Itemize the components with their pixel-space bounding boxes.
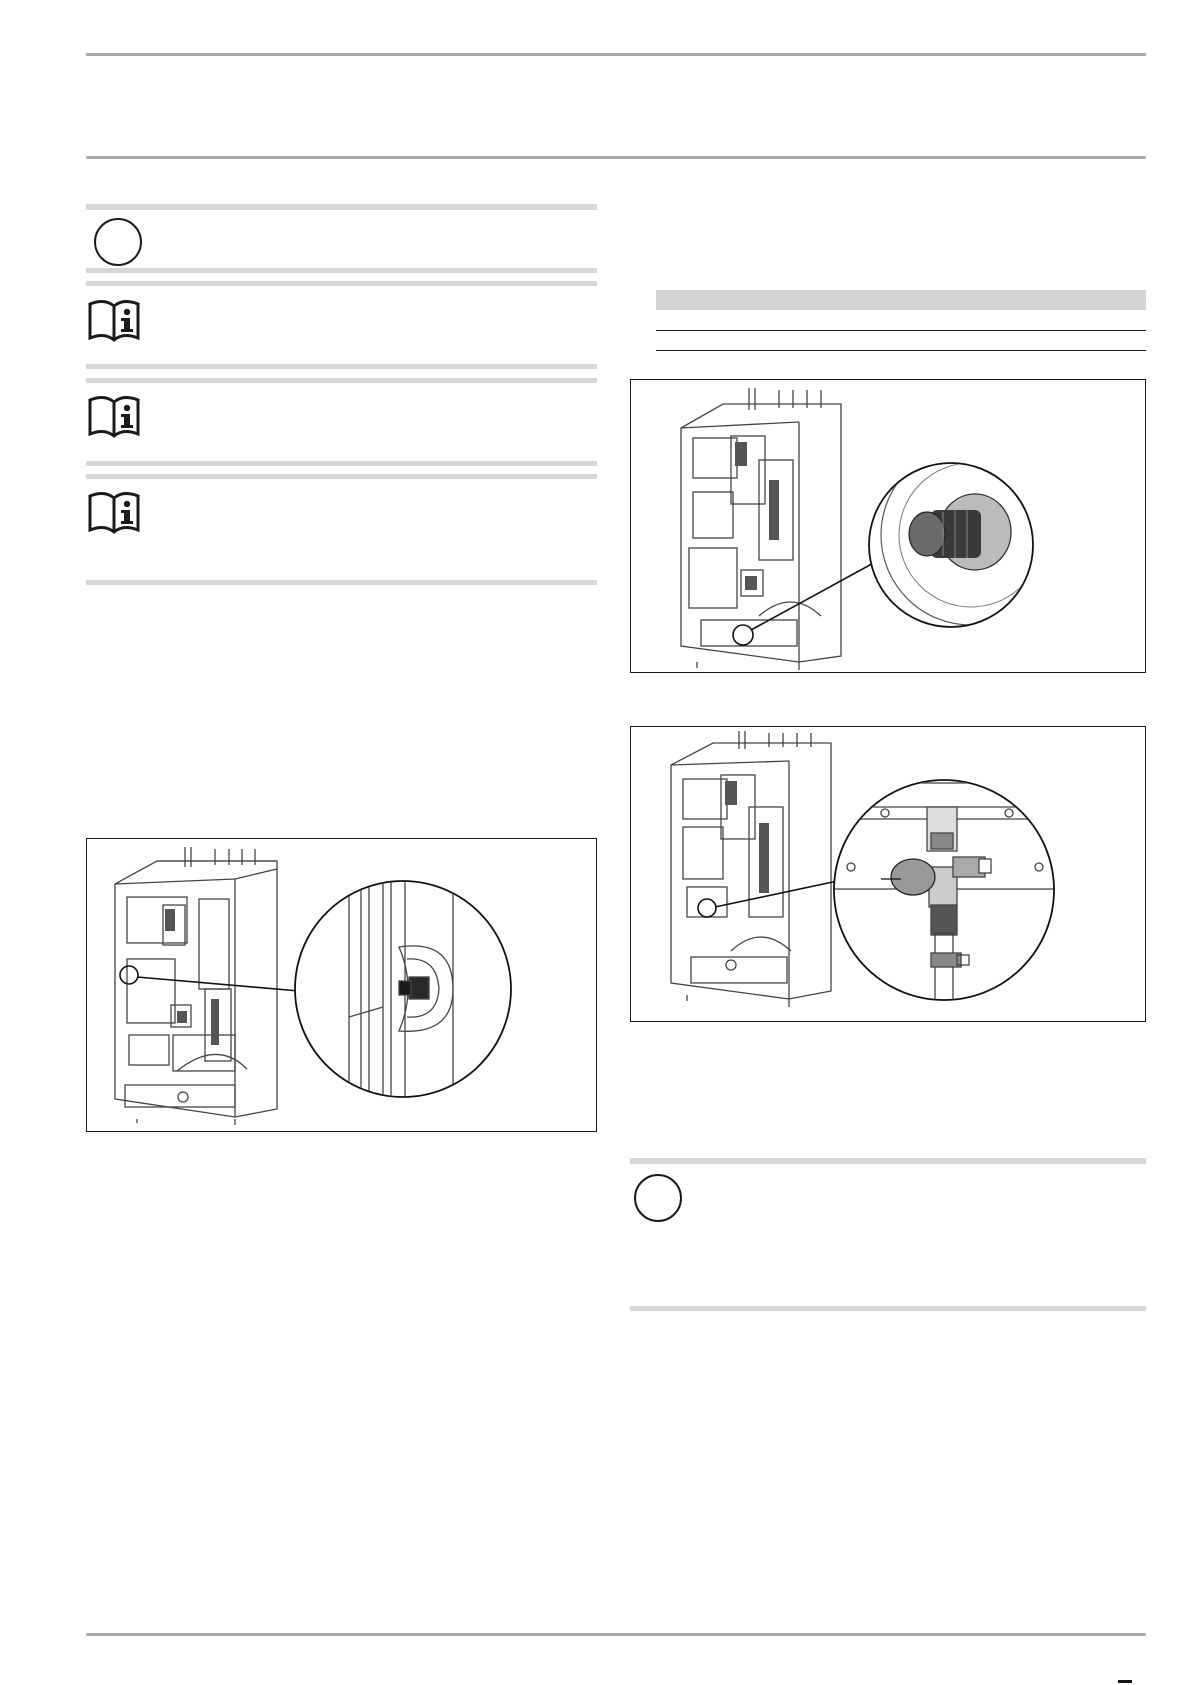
footer-rule [86,1633,1146,1636]
right-note-bottom-band [630,1306,1146,1311]
header-top-rule [86,53,1146,56]
manual-info-icon [86,394,142,438]
manual-note-top-band [86,378,597,383]
page-corner-mark [1118,1680,1132,1683]
info-circle-icon [634,1174,682,1222]
figure-pipe-valve-detail [630,726,1146,1022]
manual-note-bottom-band [86,461,597,466]
note-top-band [86,204,597,210]
table-bottom-rule [656,350,1146,351]
manual-note-top-band [86,281,597,286]
table-header-bar [656,290,1146,310]
note-bottom-band [86,268,597,273]
manual-info-icon [86,298,142,342]
right-note-top-band [630,1158,1146,1164]
manual-note-bottom-band [86,364,597,369]
manual-note-top-band [86,474,597,479]
info-circle-icon [94,218,142,266]
header-bottom-rule [86,156,1146,159]
manual-info-icon [86,490,142,534]
table-row-rule [656,330,1146,331]
figure-drain-plug-detail [630,379,1146,673]
manual-note-bottom-band [86,580,597,585]
figure-valve-detail [86,838,597,1132]
